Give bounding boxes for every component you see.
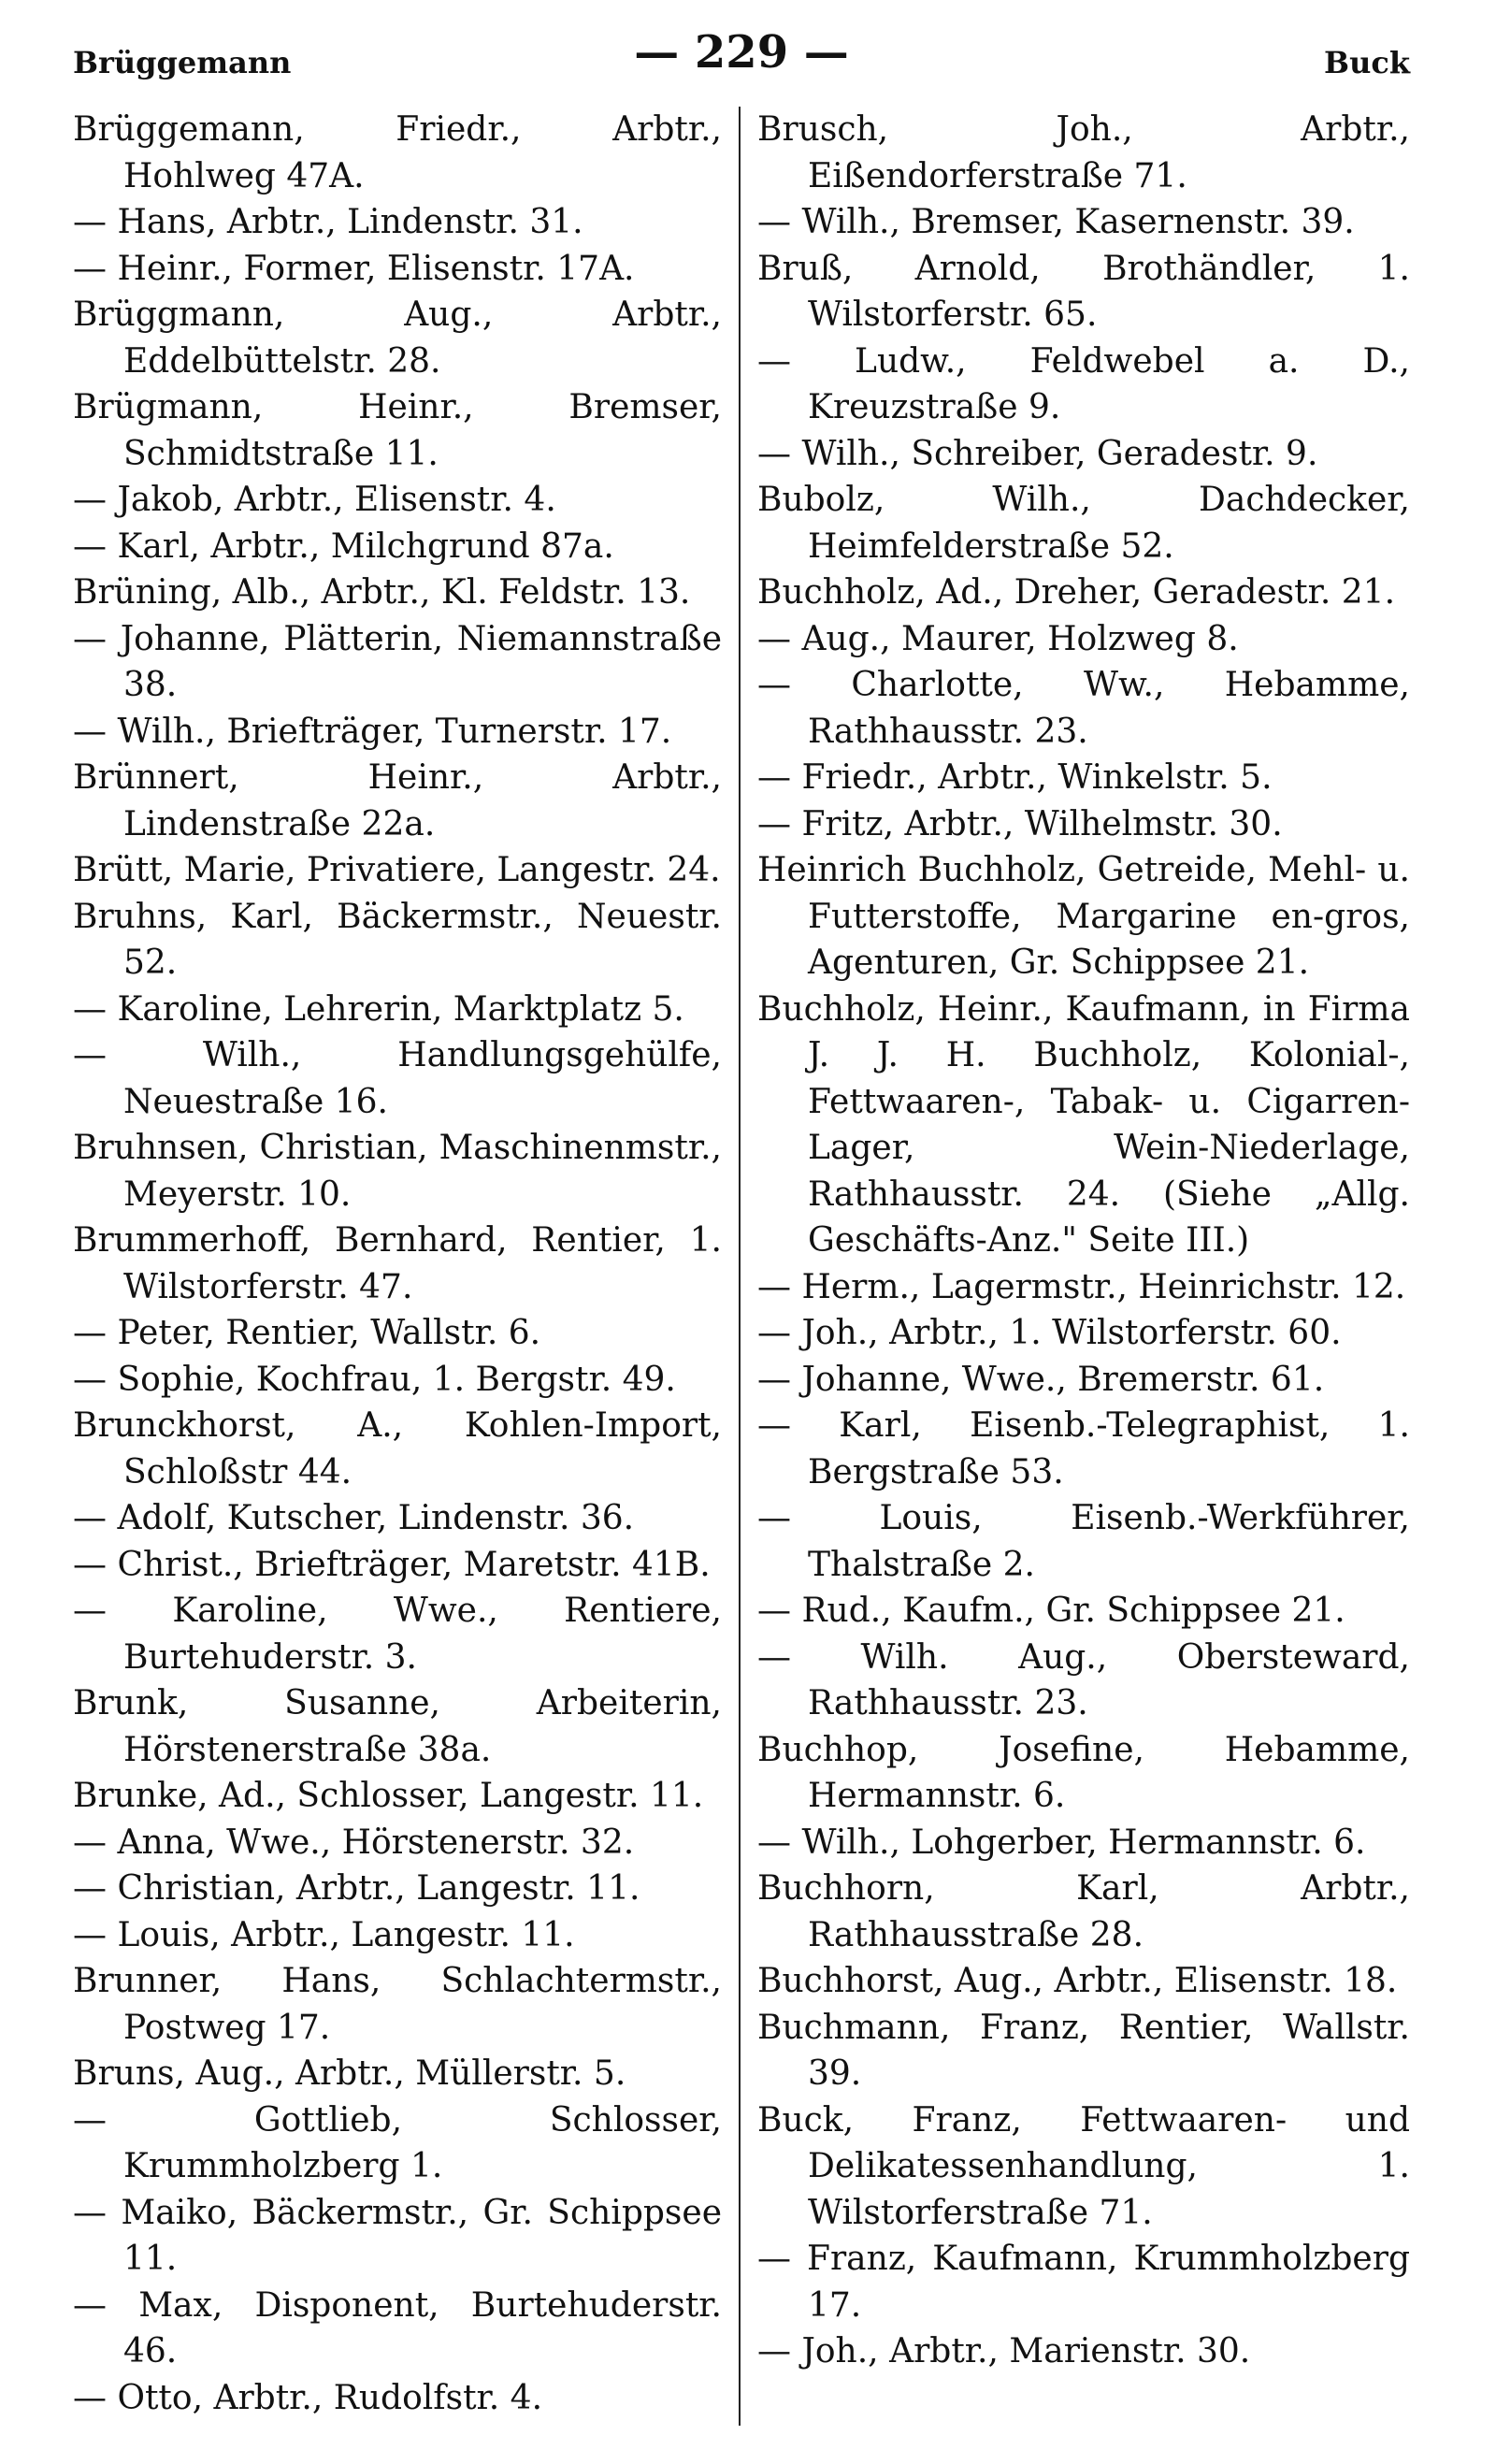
directory-entry: — Louis, Arbtr., Langestr. 11.	[73, 1915, 575, 1954]
directory-entry: — Wilh., Schreiber, Geradestr. 9.	[757, 434, 1318, 473]
directory-entry: — Herm., Lagermstr., Heinrichstr. 12.	[757, 1267, 1406, 1306]
directory-entry: — Hans, Arbtr., Lindenstr. 31.	[73, 203, 583, 241]
directory-entry: Brunke, Ad., Schlosser, Langestr. 11.	[73, 1777, 704, 1815]
directory-entry: — Friedr., Arbtr., Winkelstr. 5.	[757, 758, 1273, 797]
directory-entry: Buck, Franz, Fettwaaren- und Delikatessenhandlung, 1. Wilstorferstraße 71.	[757, 2100, 1410, 2232]
directory-entry: Bruhns, Karl, Bäckermstr., Neuestr. 52.	[73, 897, 722, 982]
directory-entry: — Max, Disponent, Burtehuderstr. 46.	[73, 2285, 722, 2370]
directory-entry: Brüggemann, Friedr., Arbtr., Hohlweg 47A.	[73, 110, 722, 195]
directory-entry: — Christian, Arbtr., Langestr. 11.	[73, 1869, 640, 1908]
directory-entry: — Otto, Arbtr., Rudolfstr. 4.	[73, 2378, 543, 2417]
directory-entry: — Joh., Arbtr., 1. Wilstorferstr. 60.	[757, 1314, 1342, 1352]
directory-entry: Buchmann, Franz, Rentier, Wallstr. 39.	[757, 2008, 1410, 2093]
directory-entry: — Anna, Wwe., Hörstenerstr. 32.	[73, 1823, 635, 1862]
directory-entry: — Heinr., Former, Elisenstr. 17A.	[73, 249, 635, 288]
directory-entry: — Aug., Maurer, Holzweg 8.	[757, 619, 1239, 658]
directory-entry: — Jakob, Arbtr., Elisenstr. 4.	[73, 481, 556, 519]
directory-entry: Heinrich Buchholz, Getreide, Mehl- u. Futterstoffe, Margarine en-gros, Agenturen, Gr. Schippsee 21.	[757, 851, 1410, 982]
directory-entry: — Adolf, Kutscher, Lindenstr. 36.	[73, 1499, 635, 1537]
directory-entry: Brütt, Marie, Privatiere, Langestr. 24.	[73, 851, 721, 889]
directory-entry: — Christ., Briefträger, Maretstr. 41B.	[73, 1545, 711, 1584]
column-divider	[739, 107, 741, 2426]
directory-entry: — Johanne, Wwe., Bremerstr. 61.	[757, 1360, 1325, 1399]
directory-entry: — Karl, Arbtr., Milchgrund 87a.	[73, 526, 614, 566]
directory-entry: Bruß, Arnold, Brothändler, 1. Wilstorferstr. 65.	[757, 249, 1410, 334]
directory-entry: Brunner, Hans, Schlachtermstr., Postweg 17.	[73, 1962, 722, 2047]
directory-entry: — Wilh., Briefträger, Turnerstr. 17.	[73, 712, 672, 751]
header-left-keyword: Brüggemann	[73, 45, 292, 80]
directory-entry: Bruns, Aug., Arbtr., Müllerstr. 5.	[73, 2054, 626, 2093]
directory-entry: — Karoline, Lehrerin, Marktplatz 5.	[73, 989, 684, 1029]
directory-entry: — Ludw., Feldwebel a. D., Kreuzstraße 9.	[757, 341, 1410, 426]
directory-entry: — Louis, Eisenb.-Werkführer, Thalstraße 2.	[757, 1499, 1410, 1584]
header-right-keyword: Buck	[1324, 45, 1410, 80]
page-number: — 229 —	[634, 26, 849, 79]
directory-entry: Brunk, Susanne, Arbeiterin, Hörstenerstraße 38a.	[73, 1684, 722, 1769]
directory-entry: Buchhorst, Aug., Arbtr., Elisenstr. 18.	[757, 1962, 1398, 2000]
left-column	[73, 107, 722, 2444]
directory-entry: — Charlotte, Ww., Hebamme, Rathhausstr. 23.	[757, 666, 1410, 751]
directory-entry: Brügmann, Heinr., Bremser, Schmidtstraße 11.	[73, 388, 722, 473]
directory-entry: — Karl, Eisenb.-Telegraphist, 1. Bergstraße 53.	[757, 1406, 1410, 1491]
right-column	[757, 107, 1410, 2444]
directory-entry: — Peter, Rentier, Wallstr. 6.	[73, 1314, 541, 1352]
directory-entry: Brünnert, Heinr., Arbtr., Lindenstraße 22a.	[73, 758, 722, 843]
directory-entry: Buchhop, Josefine, Hebamme, Hermannstr. 6.	[757, 1730, 1410, 1815]
page-header	[73, 26, 1410, 82]
directory-entry: — Gottlieb, Schlosser, Krummholzberg 1.	[73, 2100, 722, 2185]
directory-entry: Buchholz, Ad., Dreher, Geradestr. 21.	[757, 573, 1396, 612]
directory-entry: Brüning, Alb., Arbtr., Kl. Feldstr. 13.	[73, 573, 691, 612]
directory-entry: Buchhorn, Karl, Arbtr., Rathhausstraße 28.	[757, 1869, 1410, 1954]
directory-entry: Brüggmann, Aug., Arbtr., Eddelbüttelstr. 28.	[73, 295, 722, 381]
directory-entry: Bubolz, Wilh., Dachdecker, Heimfelderstraße 52.	[757, 481, 1410, 566]
directory-entry: — Karoline, Wwe., Rentiere, Burtehuderstr. 3.	[73, 1592, 722, 1677]
directory-entry: — Wilh., Bremser, Kasernenstr. 39.	[757, 203, 1355, 241]
directory-entry: — Fritz, Arbtr., Wilhelmstr. 30.	[757, 804, 1283, 843]
directory-entry: Brummerhoff, Bernhard, Rentier, 1. Wilstorferstr. 47.	[73, 1221, 722, 1306]
directory-entry: Buchholz, Heinr., Kaufmann, in Firma J. J. H. Buchholz, Kolonial-, Fettwaaren-, Tabak- u. Cigarren-Lager, Wein-Niederlage, Rathhausstr. 24. (Siehe „Allg. Geschäfts-Anz." Seite III.)	[757, 989, 1410, 1260]
directory-entry: Brusch, Joh., Arbtr., Eißendorferstraße 71.	[757, 110, 1410, 195]
directory-entry: — Rud., Kaufm., Gr. Schippsee 21.	[757, 1592, 1345, 1630]
directory-entry: — Wilh., Lohgerber, Hermannstr. 6.	[757, 1823, 1366, 1862]
directory-entry: — Franz, Kaufmann, Krummholzberg 17.	[757, 2240, 1410, 2325]
directory-entry: — Johanne, Plätterin, Niemannstraße 38.	[73, 619, 722, 704]
directory-entry: — Sophie, Kochfrau, 1. Bergstr. 49.	[73, 1360, 676, 1399]
directory-entry: — Joh., Arbtr., Marienstr. 30.	[757, 2332, 1251, 2370]
directory-entry: — Maiko, Bäckermstr., Gr. Schippsee 11.	[73, 2193, 722, 2278]
directory-entry: Brunckhorst, A., Kohlen-Import, Schloßstr 44.	[73, 1406, 722, 1491]
directory-entry: Bruhnsen, Christian, Maschinenmstr., Meyerstr. 10.	[73, 1129, 722, 1214]
directory-entry: — Wilh. Aug., Obersteward, Rathhausstr. 23.	[757, 1637, 1410, 1722]
directory-entry: — Wilh., Handlungsgehülfe, Neuestraße 16.	[73, 1036, 722, 1121]
